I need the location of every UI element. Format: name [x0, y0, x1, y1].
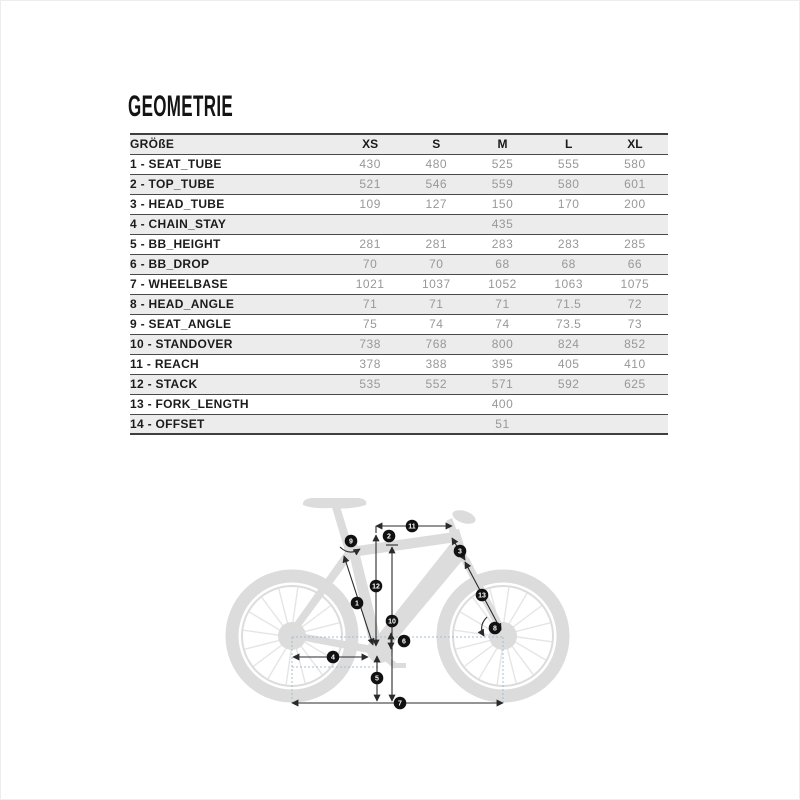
row-label: 2 - TOP_TUBE: [130, 174, 337, 194]
cell-value: 73.5: [536, 314, 602, 334]
svg-text:7: 7: [398, 700, 402, 708]
svg-text:1: 1: [355, 600, 359, 608]
cell-value: 150: [469, 194, 535, 214]
svg-text:10: 10: [388, 618, 396, 626]
cell-value: 1075: [602, 274, 668, 294]
callout-12: [370, 580, 383, 593]
cell-value: [536, 214, 602, 234]
geometry-table-body: [130, 154, 668, 434]
bike-geometry-diagram: [200, 470, 600, 720]
cell-value: 571: [469, 374, 535, 394]
svg-text:12: 12: [372, 583, 380, 591]
row-label: 4 - CHAIN_STAY: [130, 214, 337, 234]
table-row: [130, 234, 668, 254]
cell-value: 1063: [536, 274, 602, 294]
cell-value: 625: [602, 374, 668, 394]
table-row: [130, 194, 668, 214]
table-row: [130, 334, 668, 354]
size-column-header: XS: [337, 134, 403, 154]
cell-value: 1037: [403, 274, 469, 294]
cell-value: 127: [403, 194, 469, 214]
cell-value: 400: [469, 394, 535, 414]
svg-text:3: 3: [458, 548, 462, 556]
callout-11: [406, 520, 419, 533]
cell-value: 521: [337, 174, 403, 194]
cell-value: [602, 414, 668, 434]
cell-value: 435: [469, 214, 535, 234]
size-column-header: M: [469, 134, 535, 154]
table-row: [130, 374, 668, 394]
row-label: 9 - SEAT_ANGLE: [130, 314, 337, 334]
cell-value: 388: [403, 354, 469, 374]
cell-value: 51: [469, 414, 535, 434]
cell-value: 68: [469, 254, 535, 274]
cell-value: 70: [337, 254, 403, 274]
cell-value: 75: [337, 314, 403, 334]
cell-value: 71.5: [536, 294, 602, 314]
svg-text:6: 6: [402, 638, 406, 646]
callout-5: [371, 672, 384, 685]
table-row: [130, 154, 668, 174]
callout-8: [489, 622, 502, 635]
cell-value: [536, 394, 602, 414]
row-label: 1 - SEAT_TUBE: [130, 154, 337, 174]
table-row: [130, 254, 668, 274]
cell-value: 74: [403, 314, 469, 334]
cell-value: [337, 394, 403, 414]
cell-value: 592: [536, 374, 602, 394]
cell-value: 525: [469, 154, 535, 174]
cell-value: 200: [602, 194, 668, 214]
cell-value: [602, 394, 668, 414]
svg-text:8: 8: [493, 625, 497, 633]
size-column-label: GRÖßE: [130, 134, 337, 154]
cell-value: 768: [403, 334, 469, 354]
cell-value: 1052: [469, 274, 535, 294]
cell-value: 281: [403, 234, 469, 254]
callout-2: [383, 530, 396, 543]
cell-value: 800: [469, 334, 535, 354]
cell-value: 824: [536, 334, 602, 354]
cell-value: 580: [536, 174, 602, 194]
page-title: GEOMETRIE: [128, 90, 234, 124]
svg-text:11: 11: [408, 523, 416, 531]
cell-value: 73: [602, 314, 668, 334]
callout-1: [351, 597, 364, 610]
callout-4: [327, 651, 340, 664]
row-label: 7 - WHEELBASE: [130, 274, 337, 294]
cell-value: 66: [602, 254, 668, 274]
cell-value: 535: [337, 374, 403, 394]
cell-value: 71: [403, 294, 469, 314]
table-row: [130, 214, 668, 234]
cell-value: 430: [337, 154, 403, 174]
cell-value: 410: [602, 354, 668, 374]
svg-text:9: 9: [349, 538, 353, 546]
cell-value: 285: [602, 234, 668, 254]
size-column-header: XL: [602, 134, 668, 154]
cell-value: 395: [469, 354, 535, 374]
row-label: 3 - HEAD_TUBE: [130, 194, 337, 214]
svg-text:4: 4: [331, 654, 335, 662]
cell-value: 480: [403, 154, 469, 174]
cell-value: 852: [602, 334, 668, 354]
callout-13: [476, 589, 489, 602]
cell-value: 580: [602, 154, 668, 174]
table-row: [130, 314, 668, 334]
row-label: 12 - STACK: [130, 374, 337, 394]
cell-value: 559: [469, 174, 535, 194]
cell-value: 71: [469, 294, 535, 314]
cell-value: 71: [337, 294, 403, 314]
cell-value: 283: [469, 234, 535, 254]
cell-value: 378: [337, 354, 403, 374]
svg-text:2: 2: [387, 533, 391, 541]
cell-value: 68: [536, 254, 602, 274]
cell-value: [403, 214, 469, 234]
svg-text:5: 5: [375, 675, 379, 683]
callout-9: [345, 535, 358, 548]
cell-value: 70: [403, 254, 469, 274]
cell-value: 283: [536, 234, 602, 254]
cell-value: 281: [337, 234, 403, 254]
cell-value: 170: [536, 194, 602, 214]
table-row: [130, 274, 668, 294]
table-row: [130, 394, 668, 414]
cell-value: 1021: [337, 274, 403, 294]
cell-value: 601: [602, 174, 668, 194]
cell-value: 109: [337, 194, 403, 214]
cell-value: 738: [337, 334, 403, 354]
cell-value: [337, 214, 403, 234]
svg-text:13: 13: [478, 592, 486, 600]
cell-value: 72: [602, 294, 668, 314]
callout-3: [454, 545, 467, 558]
cell-value: 405: [536, 354, 602, 374]
cell-value: [602, 214, 668, 234]
cell-value: [403, 414, 469, 434]
cell-value: [337, 414, 403, 434]
table-row: [130, 294, 668, 314]
size-column-header: L: [536, 134, 602, 154]
callout-10: [386, 615, 399, 628]
bike-illustration: [232, 498, 563, 696]
row-label: 14 - OFFSET: [130, 414, 337, 434]
cell-value: 552: [403, 374, 469, 394]
table-row: [130, 174, 668, 194]
cell-value: 74: [469, 314, 535, 334]
row-label: 13 - FORK_LENGTH: [130, 394, 337, 414]
cell-value: 555: [536, 154, 602, 174]
row-label: 8 - HEAD_ANGLE: [130, 294, 337, 314]
cell-value: [536, 414, 602, 434]
row-label: 11 - REACH: [130, 354, 337, 374]
row-label: 6 - BB_DROP: [130, 254, 337, 274]
callout-7: [394, 697, 407, 710]
row-label: 5 - BB_HEIGHT: [130, 234, 337, 254]
table-header-row: [130, 134, 668, 154]
cell-value: [403, 394, 469, 414]
callout-6: [398, 635, 411, 648]
table-row: [130, 414, 668, 434]
geometry-table: [130, 133, 668, 435]
table-row: [130, 354, 668, 374]
row-label: 10 - STANDOVER: [130, 334, 337, 354]
cell-value: 546: [403, 174, 469, 194]
size-column-header: S: [403, 134, 469, 154]
